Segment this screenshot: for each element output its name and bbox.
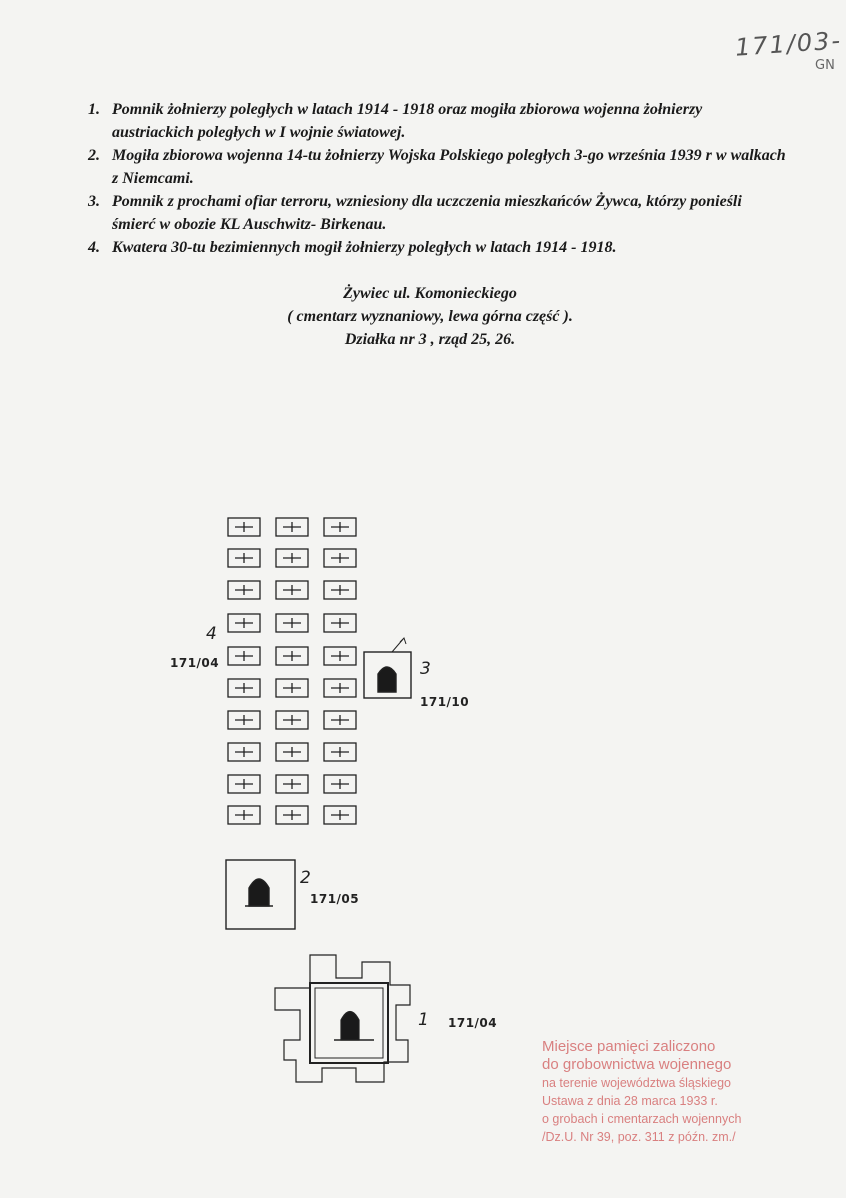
grave xyxy=(228,679,260,697)
plan-label-2: 2 xyxy=(300,868,311,888)
mass-grave-2 xyxy=(226,860,295,929)
legend-text: Pomnik żołnierzy poległych w latach 1914 - 1918 oraz mogiła zbiorowa wojenna żołnierzy austriackich poległych w I wojnie światowej. xyxy=(112,101,703,141)
legend-text: Kwatera 30-tu bezimiennych mogił żołnierzy poległych w latach 1914 - 1918. xyxy=(112,239,617,256)
plan-label-1: 1 xyxy=(418,1010,429,1030)
stamp-line: do grobownictwa wojennego xyxy=(542,1056,732,1073)
plan-label-4: 4 xyxy=(206,624,217,644)
grave xyxy=(324,549,356,567)
legend-text: Mogiła zbiorowa wojenna 14-tu żołnierzy Wojska Polskiego poległych 3-go września 1939 r w walkach z Niemcami. xyxy=(112,147,786,187)
grave xyxy=(324,647,356,665)
grave xyxy=(228,614,260,632)
grave xyxy=(276,581,308,599)
plan-code-2: 171/05 xyxy=(310,892,360,906)
grave xyxy=(324,806,356,824)
grave xyxy=(276,647,308,665)
grave xyxy=(228,581,260,599)
location-cemetery: ( cmentarz wyznaniowy, lewa górna część ). xyxy=(287,308,573,325)
stamp-line: /Dz.U. Nr 39, poz. 311 z późn. zm./ xyxy=(542,1130,736,1144)
plan-code-3: 171/10 xyxy=(420,695,470,709)
grave xyxy=(324,581,356,599)
stamp-line: Miejsce pamięci zaliczono xyxy=(542,1038,716,1055)
location-plot: Działka nr 3 , rząd 25, 26. xyxy=(344,331,516,348)
grave xyxy=(276,614,308,632)
grave xyxy=(276,679,308,697)
monument-1 xyxy=(275,955,410,1082)
stamp-line: na terenie województwa śląskiego xyxy=(542,1076,731,1090)
registry-stamp xyxy=(542,1038,782,1146)
grave xyxy=(228,743,260,761)
reference-number: 171/03- xyxy=(734,26,843,62)
location-address: Żywiec ul. Komonieckiego xyxy=(343,285,517,302)
plan-code-4: 171/04 xyxy=(170,656,220,670)
grave xyxy=(324,518,356,536)
grave xyxy=(276,711,308,729)
grave xyxy=(228,647,260,665)
monument-3 xyxy=(364,638,411,698)
legend-number: 1. xyxy=(88,101,100,118)
grave xyxy=(276,743,308,761)
legend-text: Pomnik z prochami ofiar terroru, wzniesiony dla uczczenia mieszkańców Żywca, którzy ponieśli śmierć w obozie KL Auschwitz- Birkenau. xyxy=(112,193,742,233)
grave xyxy=(228,518,260,536)
grave xyxy=(324,743,356,761)
grave xyxy=(276,775,308,793)
legend-number: 3. xyxy=(88,193,100,210)
grave xyxy=(324,614,356,632)
grave xyxy=(276,806,308,824)
grave xyxy=(324,711,356,729)
grave xyxy=(324,775,356,793)
grave xyxy=(228,806,260,824)
legend-number: 4. xyxy=(88,239,100,256)
grave xyxy=(228,775,260,793)
stamp-line: Ustawa z dnia 28 marca 1933 r. xyxy=(542,1094,718,1108)
grave xyxy=(276,549,308,567)
legend-number: 2. xyxy=(88,147,100,164)
grave xyxy=(228,711,260,729)
stamp-line: o grobach i cmentarzach wojennych xyxy=(542,1112,742,1126)
grave xyxy=(276,518,308,536)
plan-label-3: 3 xyxy=(420,659,431,679)
plan-code-1: 171/04 xyxy=(448,1016,498,1030)
grave xyxy=(324,679,356,697)
grave-grid xyxy=(228,518,356,824)
reference-initials: GN xyxy=(815,58,835,73)
grave xyxy=(228,549,260,567)
